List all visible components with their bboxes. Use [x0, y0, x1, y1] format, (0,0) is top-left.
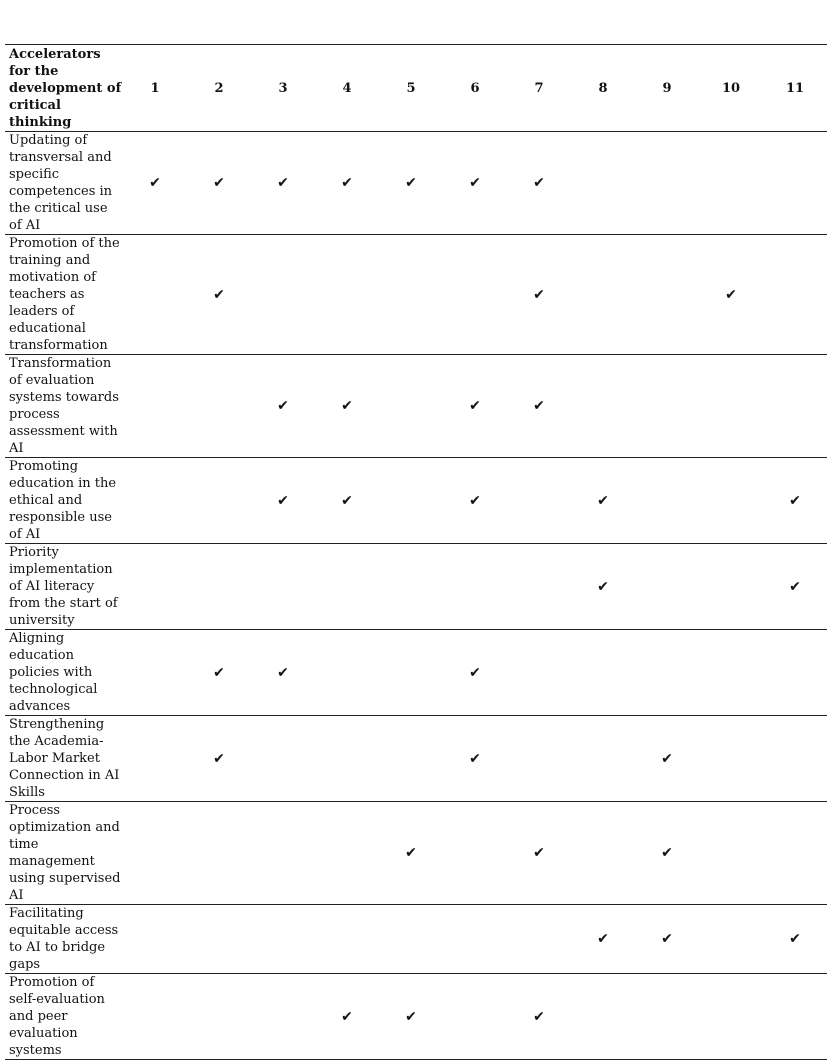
check-cell [251, 905, 315, 974]
check-cell [507, 802, 571, 905]
check-cell [379, 630, 443, 716]
check-cell [315, 458, 379, 544]
check-icon: ✔ [149, 175, 161, 191]
row-label: Transformation of evaluation systems towards process assessment with AI [5, 355, 123, 458]
check-cell [315, 544, 379, 630]
column-header: 8 [571, 45, 635, 132]
check-cell [635, 974, 699, 1060]
check-cell [635, 905, 699, 974]
check-cell [123, 355, 187, 458]
check-icon: ✔ [405, 845, 417, 861]
check-cell [251, 802, 315, 905]
check-cell [763, 235, 827, 355]
check-cell [507, 355, 571, 458]
row-label: Promotion of self-evaluation and peer evaluation systems [5, 974, 123, 1060]
table-row [5, 802, 827, 905]
table-row [5, 974, 827, 1060]
check-cell [187, 802, 251, 905]
check-cell [571, 132, 635, 235]
check-cell [251, 235, 315, 355]
check-cell [571, 905, 635, 974]
check-cell [443, 132, 507, 235]
check-icon: ✔ [405, 175, 417, 191]
check-icon: ✔ [725, 286, 737, 303]
check-cell [763, 458, 827, 544]
check-cell [571, 544, 635, 630]
check-cell [571, 802, 635, 905]
check-cell [699, 716, 763, 802]
check-cell [443, 716, 507, 802]
table-row [5, 458, 827, 544]
row-label: Promotion of the training and motivation of teachers as leaders of educational transformation [5, 235, 123, 355]
check-cell [443, 905, 507, 974]
check-cell [763, 905, 827, 974]
check-cell [507, 235, 571, 355]
check-cell [571, 458, 635, 544]
check-cell [571, 974, 635, 1060]
check-cell [379, 905, 443, 974]
check-cell [443, 355, 507, 458]
check-cell [699, 235, 763, 355]
check-cell [443, 630, 507, 716]
check-cell [379, 974, 443, 1060]
column-header: 9 [635, 45, 699, 132]
row-label: Aligning education policies with technological advances [5, 630, 123, 716]
check-cell [251, 544, 315, 630]
check-cell [443, 544, 507, 630]
check-icon: ✔ [405, 1008, 417, 1025]
check-cell [635, 458, 699, 544]
check-cell [763, 355, 827, 458]
column-header: 1 [123, 45, 187, 132]
table-row [5, 630, 827, 716]
table-row [5, 355, 827, 458]
check-icon: ✔ [277, 664, 289, 681]
check-cell [571, 235, 635, 355]
check-icon: ✔ [597, 931, 609, 947]
check-cell [123, 235, 187, 355]
check-cell [187, 630, 251, 716]
check-cell [187, 235, 251, 355]
check-cell [507, 132, 571, 235]
check-cell [443, 235, 507, 355]
check-cell [187, 458, 251, 544]
column-header: 6 [443, 45, 507, 132]
table-row [5, 716, 827, 802]
check-icon: ✔ [341, 175, 353, 191]
column-header: 10 [699, 45, 763, 132]
check-cell [635, 235, 699, 355]
check-cell [443, 458, 507, 544]
check-cell [635, 716, 699, 802]
check-icon: ✔ [533, 845, 545, 861]
check-icon: ✔ [213, 750, 225, 767]
row-label: Facilitating equitable access to AI to bridge gaps [5, 905, 123, 974]
check-cell [315, 974, 379, 1060]
check-cell [251, 458, 315, 544]
check-icon: ✔ [789, 931, 801, 947]
row-label: Strengthening the Academia-Labor Market Connection in AI Skills [5, 716, 123, 802]
check-icon: ✔ [533, 175, 545, 191]
check-cell [379, 544, 443, 630]
check-cell [571, 630, 635, 716]
check-cell [635, 802, 699, 905]
row-label: Priority implementation of AI literacy from the start of university [5, 544, 123, 630]
check-icon: ✔ [533, 398, 545, 414]
check-cell [571, 716, 635, 802]
check-cell [187, 544, 251, 630]
check-cell [123, 458, 187, 544]
check-cell [379, 802, 443, 905]
header-label: Accelerators for the development of critical thinking [5, 45, 123, 132]
table-row [5, 544, 827, 630]
check-cell [635, 544, 699, 630]
check-cell [187, 905, 251, 974]
row-label: Updating of transversal and specific competences in the critical use of AI [5, 132, 123, 235]
check-cell [443, 974, 507, 1060]
check-cell [315, 802, 379, 905]
check-icon: ✔ [597, 492, 609, 509]
check-cell [699, 132, 763, 235]
check-cell [123, 716, 187, 802]
check-cell [699, 355, 763, 458]
check-cell [635, 355, 699, 458]
check-cell [315, 132, 379, 235]
column-header: 3 [251, 45, 315, 132]
check-icon: ✔ [789, 578, 801, 595]
check-cell [187, 132, 251, 235]
check-icon: ✔ [661, 931, 673, 947]
check-cell [379, 132, 443, 235]
check-cell [507, 630, 571, 716]
check-cell [699, 630, 763, 716]
check-cell [251, 630, 315, 716]
check-cell [699, 974, 763, 1060]
check-icon: ✔ [341, 492, 353, 509]
check-cell [443, 802, 507, 905]
table-row [5, 132, 827, 235]
check-cell [763, 974, 827, 1060]
check-cell [123, 905, 187, 974]
accelerators-table [5, 44, 827, 1060]
table-body [5, 132, 827, 1060]
check-icon: ✔ [213, 286, 225, 303]
check-icon: ✔ [341, 398, 353, 414]
check-cell [123, 974, 187, 1060]
check-icon: ✔ [469, 492, 481, 509]
check-cell [507, 544, 571, 630]
check-cell [379, 716, 443, 802]
check-icon: ✔ [469, 175, 481, 191]
check-cell [763, 716, 827, 802]
check-cell [507, 905, 571, 974]
check-cell [315, 905, 379, 974]
check-icon: ✔ [341, 1008, 353, 1025]
check-cell [635, 132, 699, 235]
check-cell [123, 544, 187, 630]
check-icon: ✔ [469, 398, 481, 414]
check-icon: ✔ [213, 175, 225, 191]
check-icon: ✔ [661, 750, 673, 767]
check-cell [379, 235, 443, 355]
check-cell [507, 974, 571, 1060]
check-cell [379, 458, 443, 544]
check-icon: ✔ [597, 578, 609, 595]
check-cell [379, 355, 443, 458]
check-cell [251, 716, 315, 802]
check-cell [123, 630, 187, 716]
check-cell [635, 630, 699, 716]
check-cell [251, 974, 315, 1060]
check-cell [187, 974, 251, 1060]
check-cell [315, 235, 379, 355]
check-cell [123, 132, 187, 235]
check-icon: ✔ [469, 664, 481, 681]
check-icon: ✔ [789, 492, 801, 509]
check-cell [763, 630, 827, 716]
check-cell [187, 716, 251, 802]
check-icon: ✔ [661, 845, 673, 861]
row-label: Process optimization and time management using supervised AI [5, 802, 123, 905]
column-header: 4 [315, 45, 379, 132]
check-cell [123, 802, 187, 905]
column-header: 7 [507, 45, 571, 132]
column-header: 2 [187, 45, 251, 132]
check-cell [507, 716, 571, 802]
check-cell [251, 355, 315, 458]
check-cell [251, 132, 315, 235]
check-cell [187, 355, 251, 458]
check-cell [315, 716, 379, 802]
column-header: 11 [763, 45, 827, 132]
table-row [5, 905, 827, 974]
check-cell [763, 802, 827, 905]
column-header: 5 [379, 45, 443, 132]
check-cell [763, 132, 827, 235]
check-icon: ✔ [277, 175, 289, 191]
check-icon: ✔ [533, 286, 545, 303]
check-cell [699, 802, 763, 905]
check-cell [315, 630, 379, 716]
table-header-row [5, 45, 827, 132]
check-cell [571, 355, 635, 458]
check-cell [315, 355, 379, 458]
check-cell [699, 544, 763, 630]
check-cell [699, 905, 763, 974]
check-icon: ✔ [277, 398, 289, 414]
check-icon: ✔ [277, 492, 289, 509]
check-cell [699, 458, 763, 544]
row-label: Promoting education in the ethical and responsible use of AI [5, 458, 123, 544]
check-icon: ✔ [533, 1008, 545, 1025]
check-icon: ✔ [469, 750, 481, 767]
check-cell [763, 544, 827, 630]
check-icon: ✔ [213, 664, 225, 681]
check-cell [507, 458, 571, 544]
table-row [5, 235, 827, 355]
